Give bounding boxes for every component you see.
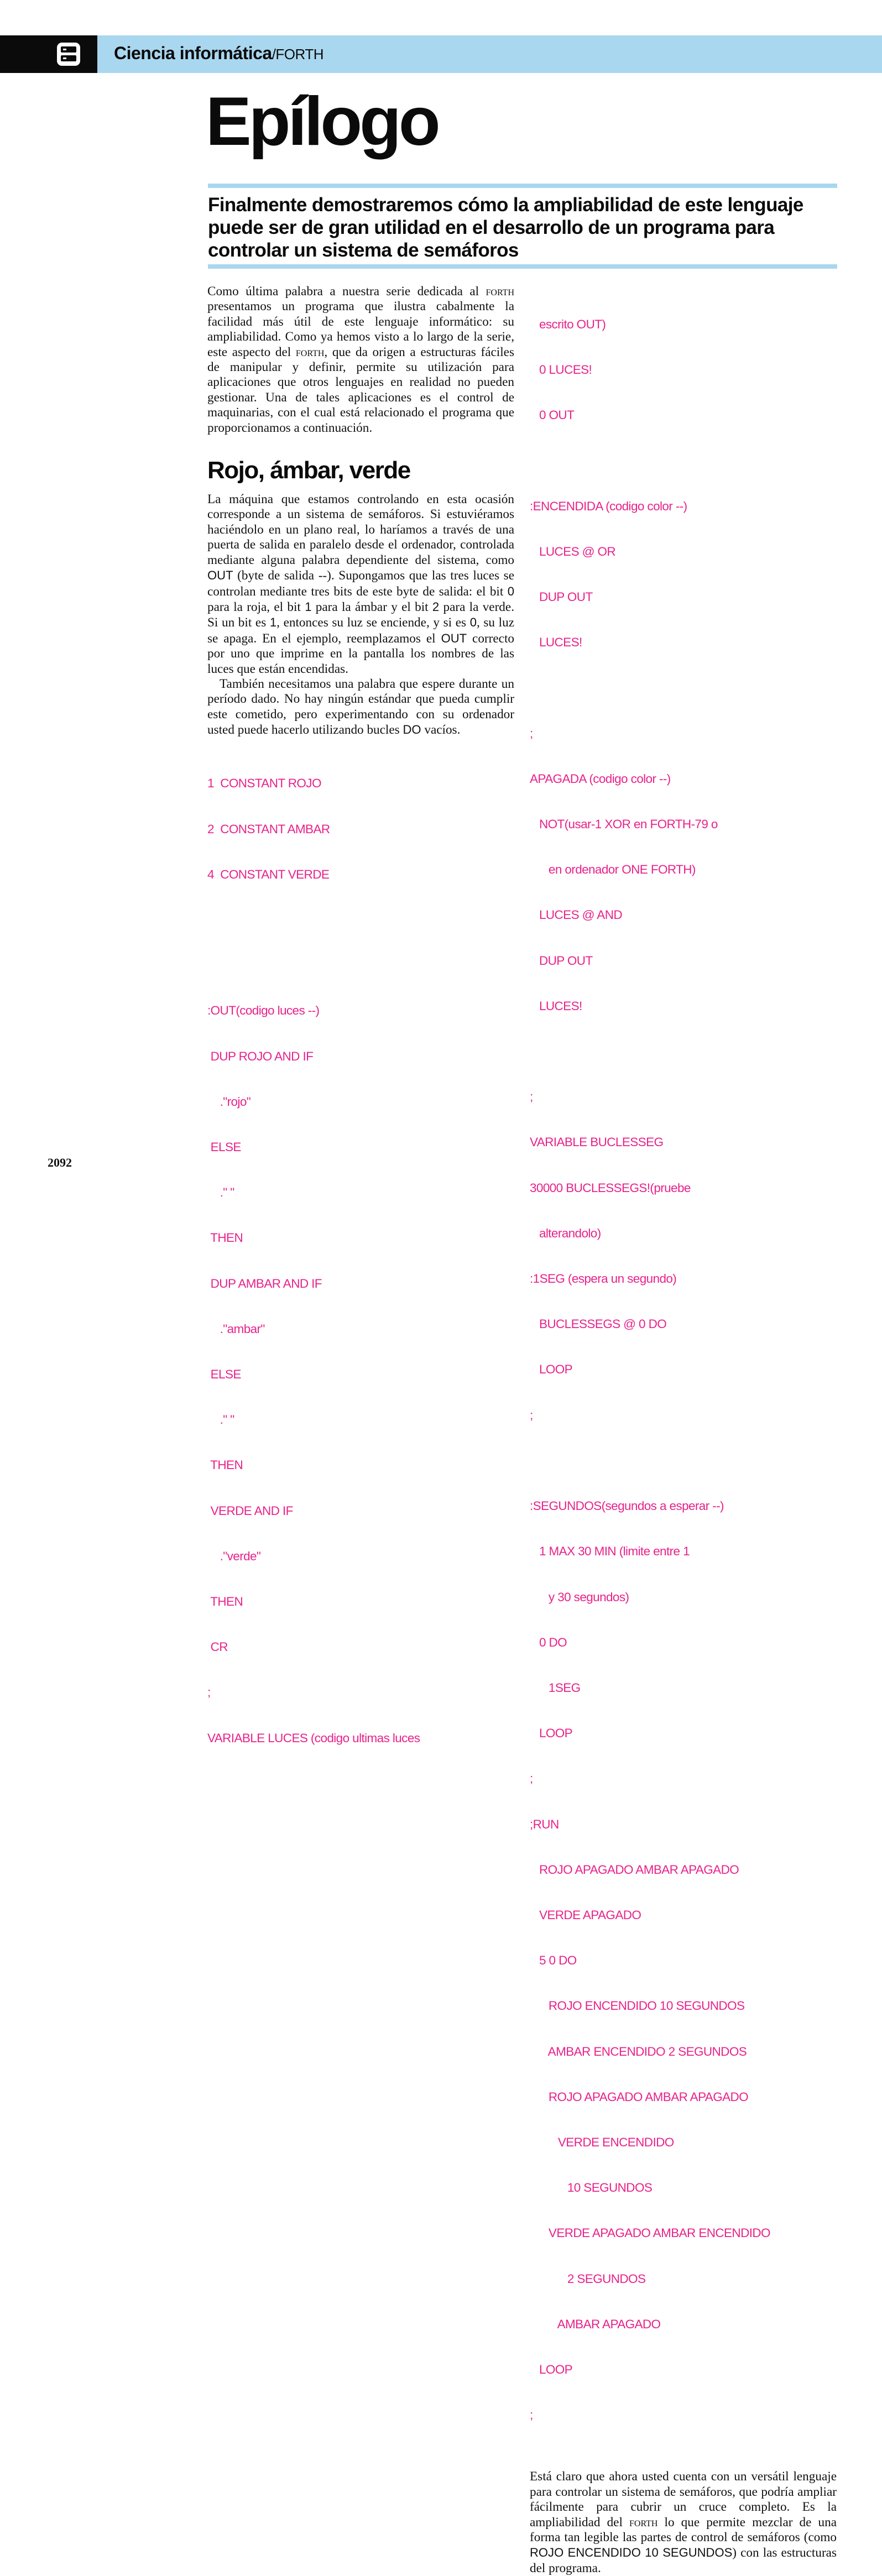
closing-example: ROJO ENCENDIDO 10 SEGUNDOS <box>530 2546 733 2560</box>
code-line: DUP OUT <box>530 590 593 604</box>
code-line: VERDE ENCENDIDO <box>530 2135 674 2149</box>
section-name: Ciencia informática <box>114 43 272 63</box>
code-line: ; <box>530 1772 533 1786</box>
code-line: escrito OUT) <box>530 317 606 331</box>
code-line: 0 DO <box>530 1635 567 1649</box>
code-line: LUCES! <box>530 999 582 1013</box>
code-line: 0 LUCES! <box>530 363 592 377</box>
standfirst-rule-top <box>208 184 837 188</box>
keyword-two: 2 <box>432 599 440 614</box>
body-text: para la roja, el bit <box>207 599 305 614</box>
body-text: También necesitamos una palabra que espere durante un período dado. No hay ningún estándar que pueda cumplir este cometido, pero experimentando con su ordenador usted puede hacerlo utilizando bucles <box>207 676 514 738</box>
code-line: :OUT(codigo luces --) <box>207 1004 320 1018</box>
code-line: ELSE <box>207 1367 241 1382</box>
code-listing-left <box>207 746 514 1776</box>
code-line: AMBAR ENCENDIDO 2 SEGUNDOS <box>530 2044 747 2058</box>
code-line: ROJO APAGADO AMBAR APAGADO <box>530 1862 739 1877</box>
code-line: y 30 segundos) <box>530 1590 629 1604</box>
body-text: vacíos. <box>421 723 461 738</box>
code-line: DUP AMBAR AND IF <box>207 1276 322 1290</box>
code-line: alterandolo) <box>530 1226 601 1240</box>
intro-paragraph <box>207 284 514 436</box>
section-heading: Rojo, ámbar, verde <box>207 457 410 484</box>
code-line <box>530 453 837 468</box>
body-text: para la verde. Si un bit es <box>207 599 514 630</box>
code-line <box>207 912 514 927</box>
code-line: LUCES @ OR <box>530 544 616 558</box>
section-title <box>114 43 323 64</box>
body-text: para la ámbar y el bit <box>311 599 432 614</box>
keyword-do: DO <box>403 723 421 737</box>
code-line: :1SEG (espera un segundo) <box>530 1272 677 1286</box>
code-line: :SEGUNDOS(segundos a esperar --) <box>530 1499 724 1513</box>
body-text: , su luz se apaga. En el ejemplo, reemplazamos el <box>207 615 514 646</box>
code-line: THEN <box>207 1595 243 1609</box>
code-line: ; <box>207 1685 211 1700</box>
body-text: correcto por uno que imprime en la pantalla los nombres de las luces que están encendidas. <box>207 631 514 676</box>
code-line: LOOP <box>530 2362 573 2376</box>
forth-word: forth <box>629 2515 658 2530</box>
code-line: ROJO ENCENDIDO 10 SEGUNDOS <box>530 1999 745 2013</box>
intro-text-2: presentamos un programa que ilustra cabalmente la facilidad más útil de este lenguaje informático: su ampliabilidad. Como ya hemos visto a lo largo de la serie, este aspecto del <box>207 299 514 359</box>
right-column <box>530 286 837 2576</box>
body-paragraph-2 <box>207 677 514 738</box>
code-line: VARIABLE LUCES (codigo ultimas luces <box>207 1731 420 1745</box>
keyword-one: 1 <box>305 599 312 614</box>
body-text: (byte de salida --). Supongamos que las tres luces se controlan mediante tres bits de este byte de salida: el bit <box>207 568 514 599</box>
left-column <box>207 284 514 1776</box>
code-line: LUCES! <box>530 635 582 650</box>
code-line: :ENCENDIDA (codigo color --) <box>530 499 687 513</box>
keyword-out: OUT <box>441 631 467 645</box>
code-line: ." " <box>207 1185 234 1200</box>
intro-text-1: Como última palabra a nuestra serie dedicada al <box>207 284 486 299</box>
keyword-one: 1 <box>269 615 277 630</box>
code-line: ELSE <box>207 1140 241 1154</box>
body-paragraph-1 <box>207 492 514 677</box>
code-line: 1 MAX 30 MIN (limite entre 1 <box>530 1544 690 1559</box>
code-line: THEN <box>207 1231 243 1245</box>
code-line: 2 SEGUNDOS <box>530 2271 646 2286</box>
code-line: ."ambar" <box>207 1321 265 1336</box>
code-line: 0 OUT <box>530 408 575 422</box>
code-line: 5 0 DO <box>530 1953 577 1968</box>
code-line: ; <box>530 2408 533 2422</box>
code-line: en ordenador ONE FORTH) <box>530 863 696 877</box>
section-header-block <box>0 35 97 73</box>
code-gap <box>530 1044 837 1059</box>
keyword-zero: 0 <box>507 584 514 598</box>
closing-text-1: Está claro que ahora usted cuenta con un versátil lenguaje para controlar un sistema de semáforos, que podría ampliar fácilmente para cubrir un cruce completo. Es la ampliabilidad del <box>530 2469 837 2530</box>
computer-icon <box>55 41 82 67</box>
code-line: ; <box>530 1090 533 1104</box>
code-line: VARIABLE BUCLESSEG <box>530 1135 664 1149</box>
closing-paragraph <box>530 2469 837 2576</box>
code-line: 30000 BUCLESSEGS!(pruebe <box>530 1180 691 1195</box>
code-listing-right <box>530 286 837 2453</box>
code-line: ROJO APAGADO AMBAR APAGADO <box>530 2089 749 2104</box>
code-line: DUP OUT <box>530 953 593 968</box>
code-line: DUP ROJO AND IF <box>207 1049 314 1063</box>
code-line: 10 SEGUNDOS <box>530 2181 653 2195</box>
code-line: ." " <box>207 1413 234 1427</box>
code-line: VERDE AND IF <box>207 1503 293 1518</box>
forth-word: forth <box>486 284 514 299</box>
standfirst: Finalmente demostraremos cómo la ampliabilidad de este lenguaje puede ser de gran utilidad en el desarrollo de un programa para controlar un sistema de semáforos <box>208 194 803 261</box>
code-line <box>530 1453 837 1468</box>
code-line: 1SEG <box>530 1680 581 1695</box>
code-line: 1 CONSTANT ROJO <box>207 776 321 791</box>
closing-text-2: lo que permite mezclar de una forma tan legible las partes de control de semáforos (como <box>530 2515 837 2544</box>
body-text: La máquina que estamos controlando en esta ocasión corresponde a un sistema de semáforos. Si estuviéramos haciéndolo en un plano real, lo haríamos a través de una puerta de salida en paralelo desde el ordenador, controlada mediante alguna palabra dependiente del sistema, como <box>207 492 514 567</box>
code-line: ."verde" <box>207 1549 261 1563</box>
section-topic: /FORTH <box>272 46 323 62</box>
keyword-zero: 0 <box>469 615 477 630</box>
code-gap <box>207 958 514 973</box>
keyword-out: OUT <box>207 568 233 583</box>
code-line: CR <box>207 1640 228 1654</box>
code-line: VERDE APAGADO <box>530 1908 641 1922</box>
code-line: THEN <box>207 1458 243 1472</box>
standfirst-rule-bottom <box>208 264 837 269</box>
code-line: APAGADA (codigo color --) <box>530 771 671 786</box>
page-title: Epílogo <box>206 83 438 160</box>
code-line: LOOP <box>530 1362 573 1377</box>
code-gap <box>530 680 837 695</box>
code-line: BUCLESSEGS @ 0 DO <box>530 1317 667 1331</box>
page-number: 2092 <box>48 1156 72 1169</box>
code-line: VERDE APAGADO AMBAR ENCENDIDO <box>530 2226 770 2240</box>
intro-text-3: , que da origen a estructuras fáciles de manipular y definir, permite su utilización para aplicaciones que otros lenguajes en realidad no pueden gestionar. Una de tales aplicaciones es el control de maquinarias, con el cual está relacionado el programa que proporcionamos a continuación. <box>207 344 514 435</box>
code-line: ; <box>530 726 533 740</box>
code-line: ."rojo" <box>207 1094 251 1109</box>
forth-word: forth <box>295 344 325 359</box>
code-line: ; <box>530 1408 533 1422</box>
code-line: NOT(usar-1 XOR en FORTH-79 o <box>530 817 718 832</box>
code-line: LUCES @ AND <box>530 908 622 922</box>
body-text: , entonces su luz se enciende, y si es <box>276 615 470 630</box>
code-line: AMBAR APAGADO <box>530 2317 661 2331</box>
code-line: ;RUN <box>530 1817 559 1831</box>
code-line: 4 CONSTANT VERDE <box>207 867 330 881</box>
code-line: 2 CONSTANT AMBAR <box>207 822 330 836</box>
code-line: LOOP <box>530 1726 573 1741</box>
closing-text-3: ) con las estructuras del programa. <box>530 2546 837 2575</box>
